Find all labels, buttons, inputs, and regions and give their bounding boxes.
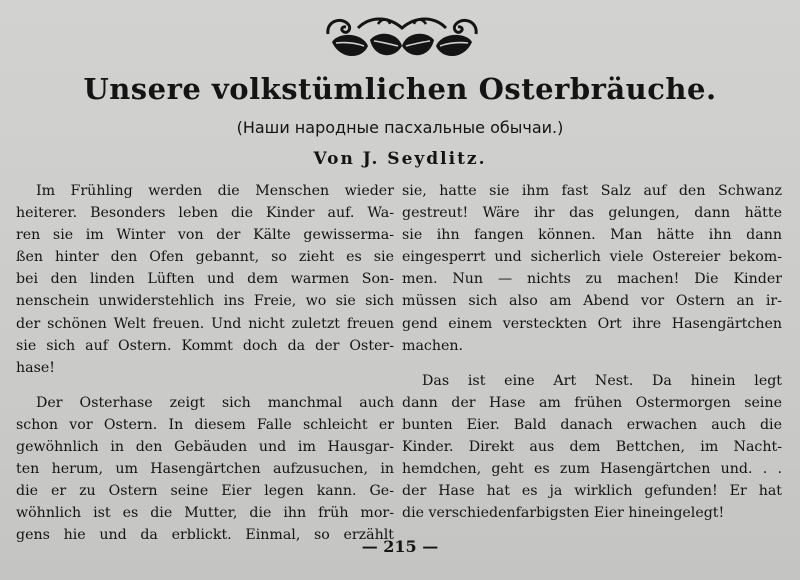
- text-line: bunten Eier. Bald danach erwachen auch die: [402, 416, 782, 433]
- text-line: der Hase hat es ja wirklich gefunden! Er hat: [402, 483, 782, 500]
- text-line: gend einem versteckten Ort ihre Hasengärtchen: [402, 315, 782, 332]
- text-line: wöhnlich ist es die Mutter, die ihn früh mor-: [16, 505, 394, 522]
- text-line: dann der Hase am frühen Ostermorgen seine: [402, 394, 782, 411]
- text-column-left: [16, 180, 394, 547]
- text-line: ren sie im Winter von der Kälte gewisserma-: [16, 227, 394, 244]
- text-line: sie ihn fangen können. Man hätte ihn dann: [402, 227, 782, 244]
- text-line: Im Frühling werden die Menschen wieder: [36, 183, 394, 199]
- text-line: Das ist eine Art Nest. Da hinein legt: [422, 372, 782, 389]
- text-line: heiterer. Besonders leben die Kinder auf. Wa-: [16, 205, 394, 222]
- text-line: hase!: [16, 359, 55, 376]
- text-line: machen.: [402, 337, 464, 354]
- text-line: sie, hatte sie ihm fast Salz auf den Schwanz: [402, 183, 782, 199]
- text-line: der schönen Welt freuen. Und nicht zuletzt freuen: [16, 315, 394, 332]
- text-line: ßen hinter den Ofen gebannt, so zieht es sie: [16, 249, 394, 266]
- text-line: hemdchen, geht es zum Hasengärtchen und. . .: [402, 461, 782, 478]
- article-title: Unsere volkstümlichen Osterbräuche.: [83, 72, 717, 106]
- text-line: gewöhnlich in den Gebäuden und im Hausgar-: [16, 439, 394, 456]
- text-line: sie sich auf Ostern. Kommt doch da der Oster-: [16, 337, 394, 354]
- text-line: die verschiedenfarbigsten Eier hineingelegt!: [402, 505, 725, 522]
- text-line: gestreut! Wäre ihr das gelungen, dann hätte: [402, 205, 782, 222]
- text-line: ten herum, um Hasengärtchen aufzusuchen, in: [16, 461, 394, 478]
- text-column-right: [402, 180, 782, 524]
- page-number: — 215 —: [361, 537, 439, 556]
- text-line: eingesperrt und sicherlich viele Ostereier bekom-: [402, 249, 782, 266]
- leaf-ornament: [318, 12, 486, 62]
- text-line: die er zu Ostern seine Eier legen kann. Ge-: [16, 483, 394, 500]
- text-line: Kinder. Direkt aus dem Bettchen, im Nacht-: [402, 439, 782, 456]
- article-subtitle: (Наши народные пасхальные обычаи.): [236, 118, 564, 137]
- text-line: müssen sich also am Abend vor Ostern an ir-: [402, 293, 782, 310]
- author-byline: Von J. Seydlitz.: [313, 149, 487, 169]
- text-line: gens hie und da erblickt. Einmal, so erzählt: [16, 527, 394, 544]
- text-line: schon vor Ostern. In diesem Falle schleicht er: [16, 416, 394, 433]
- text-line: nenschein unwiderstehlich ins Freie, wo sie sich: [16, 293, 394, 310]
- text-line: men. Nun — nichts zu machen! Die Kinder: [402, 271, 782, 288]
- text-line: bei den linden Lüften und dem warmen Son-: [16, 271, 394, 288]
- text-line: Der Osterhase zeigt sich manchmal auch: [36, 394, 394, 411]
